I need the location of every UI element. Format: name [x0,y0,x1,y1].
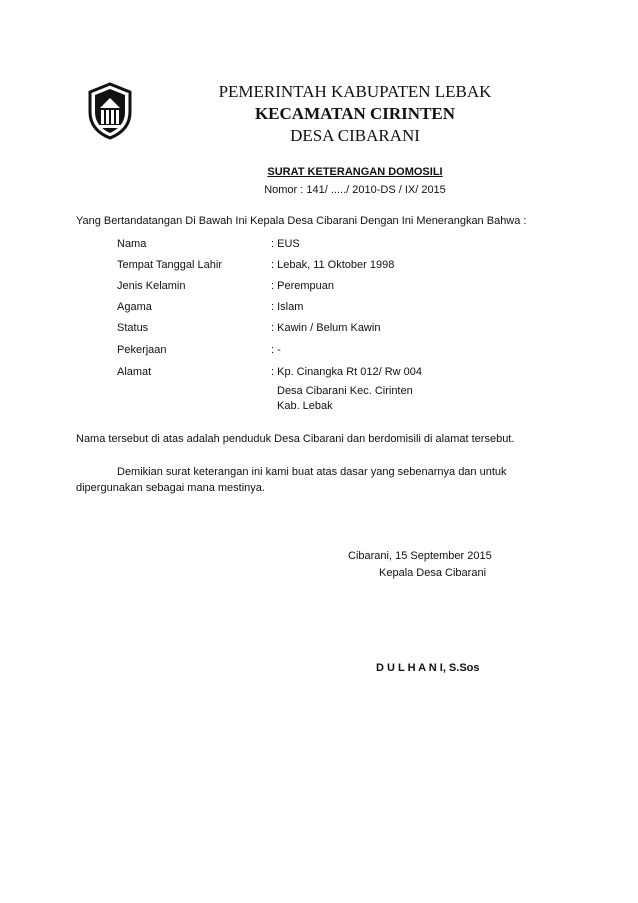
header-government: PEMERINTAH KABUPATEN LEBAK [218,82,492,101]
field-label: Status [117,322,149,334]
field-value: : Kp. Cinangka Rt 012/ Rw 004 [271,366,423,378]
header-village: DESA CIBARANI [290,126,420,145]
closing-line-1: Demikian surat keterangan ini kami buat atas dasar yang sebenarnya dan untuk [117,466,507,478]
address-line-3: Kab. Lebak [277,400,333,412]
field-value: : - [271,344,281,356]
header-district: KECAMATAN CIRINTEN [254,104,456,123]
statement-text: Nama tersebut di atas adalah penduduk Desa Cibarani dan berdomisili di alamat tersebut. [76,433,515,445]
field-value: : Lebak, 11 Oktober 1998 [271,259,395,271]
field-value: : Perempuan [271,280,334,292]
field-value: : EUS [271,238,300,250]
letter-number: Nomor : 141/ ...../ 2010-DS / IX/ 2015 [264,184,446,196]
signature-position: Kepala Desa Cibarani [379,567,487,579]
letter-title: SURAT KETERANGAN DOMOSILI [267,166,443,178]
field-value: : Kawin / Belum Kawin [271,322,381,334]
field-value: : Islam [271,301,304,313]
address-line-2: Desa Cibarani Kec. Cirinten [277,385,413,397]
intro-text: Yang Bertandatangan Di Bawah Ini Kepala Desa Cibarani Dengan Ini Menerangkan Bahwa : [76,215,527,227]
field-label: Alamat [117,366,152,378]
field-label: Agama [117,301,152,313]
signature-place-date: Cibarani, 15 September 2015 [348,550,492,562]
closing-line-2: dipergunakan sebagai mana mestinya. [76,482,265,494]
signature-name: D U L H A N I, S.Sos [376,662,480,674]
field-label: Pekerjaan [117,344,167,356]
field-label: Jenis Kelamin [117,280,186,292]
field-label: Nama [117,238,147,250]
field-label: Tempat Tanggal Lahir [117,259,222,271]
regency-crest-icon [86,82,134,140]
